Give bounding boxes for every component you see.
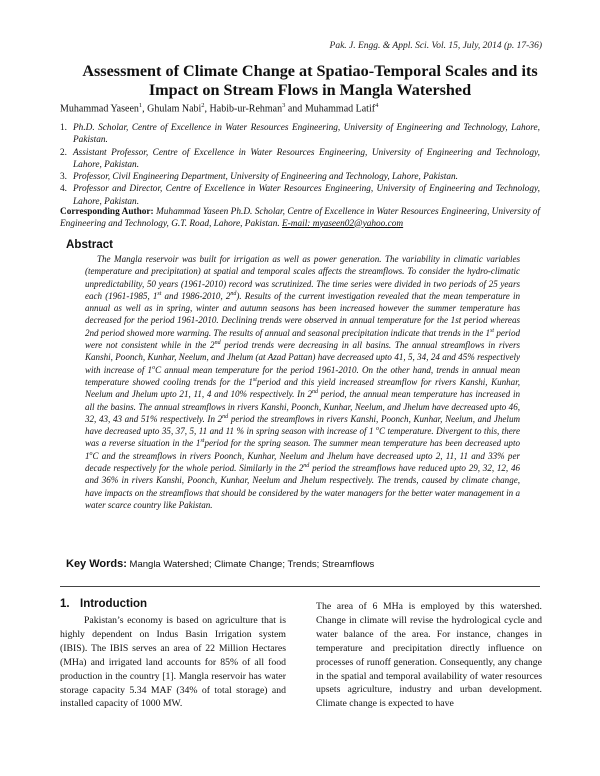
- abstract-text: period the streamflows in rivers Kanshi, Poonch, Kunhar, Neelum, and Jhelum have decreased upto 35, 37, 5, 11 and 11 % in spring season with increase of 1: [85, 413, 521, 437]
- section-title: Introduction: [80, 598, 148, 610]
- body-paragraph: Pakistan’s economy is based on agriculture that is highly dependent on Indus Basin Irrigation system (IBIS). The IBIS serves an area of 22 Million Hectares (MHa) and irrigated land accounts for 85% of all food production in the country [1]. Mangla reservoir has water storage capacity 5.34 MAF (34% of total storage) and installed capacity of 1000 MW.: [60, 615, 286, 710]
- affiliation-number: 4.: [60, 184, 67, 195]
- abstract-text: and 1986-2010, 2: [161, 290, 231, 301]
- keywords: [66, 558, 374, 570]
- abstract-text: period, the annual mean temperature has increased in all the basins. The annual streamflows in rivers Kanshi, Poonch, Kunhar, Neelum, and Jhelum have decreased upto 46, 32, 43, 43 and 51% respectively. In 2: [85, 389, 520, 424]
- affiliation-number: 2.: [60, 147, 67, 158]
- author-separator: ,: [142, 103, 148, 115]
- abstract-paragraph: [85, 253, 520, 511]
- author-name: Habib-ur-Rehman: [209, 103, 283, 115]
- author-affiliation-mark: 2: [201, 102, 205, 109]
- section-number: 1.: [60, 598, 70, 610]
- affiliation-number: 3.: [60, 172, 67, 183]
- keywords-label: Key Words:: [66, 558, 127, 570]
- abstract-superscript: st: [157, 290, 162, 297]
- abstract-superscript: nd: [312, 389, 318, 396]
- abstract-superscript: nd: [222, 413, 229, 420]
- affiliation-item: [60, 171, 540, 183]
- author-separator: and: [285, 103, 305, 115]
- abstract-text: C temperature. Divergent to this, there was a reverse situation in the 1: [85, 426, 520, 449]
- abstract-text: period trends were decreasing in all basins. The annual streamflows in rivers Kanshi, Poonch, Kunhar, Neelum, and Jhelum (at Azad Pattan) have decreased upto 41, 5, 34, 24 and 45% respectively with increase of 1: [85, 340, 520, 375]
- introduction-heading: [60, 598, 147, 610]
- abstract-text: C and the streamflows in rivers Poonch, Kunhar, Neelum and Jhelum have decreased upto 2, 11, 11 and 33% per decade respectively for the whole period. Similarly in the 2: [85, 450, 520, 474]
- abstract-superscript: o: [89, 450, 93, 457]
- affiliation-number: 1.: [60, 123, 67, 133]
- abstract-text: period and this yield increased streamflow for rivers Kanshi, Kunhar, Neelum and Jhelum upto 21, 11, 4 and 10% respectively. In 2: [85, 376, 520, 400]
- author-affiliation-mark: 1: [138, 102, 143, 109]
- affiliation-item: [60, 183, 540, 208]
- abstract-superscript: st: [200, 438, 205, 445]
- author-name: Ghulam Nabi: [147, 103, 202, 115]
- abstract-text: The Mangla reservoir was built for irrigation as well as power generation. The variability in climatic variables (temperature and precipitation) at spatial and temporal scales affects the streamflows. To consider the hydro-climatic unpredictability, 50 years (1961-2010) record was scrutinized. The time series were divided in two periods of 25 years each (1961-1985, 1: [85, 254, 520, 301]
- author-separator: ,: [204, 103, 210, 115]
- abstract-superscript: o: [376, 426, 379, 433]
- corresponding-author-details: Muhammad Yaseen Ph.D. Scholar, Centre of Excellence in Water Resources Engineering, University of Engineering and Technology, G.T. Road, Lahore, Pakistan.: [60, 207, 540, 229]
- affiliation-text: Ph.D. Scholar, Centre of Excellence in Water Resources Engineering, University of Engineering and Technology, Lahore, Pakistan.: [73, 123, 540, 146]
- corresponding-author: [60, 207, 540, 230]
- author-name: Muhammad Yaseen: [60, 103, 139, 115]
- abstract-superscript: nd: [230, 290, 237, 297]
- abstract-heading: Abstract: [66, 238, 114, 251]
- affiliation-text: Assistant Professor, Centre of Excellence in Water Resources Engineering, University of Engineering and Technology, Lahore, Pakistan.: [73, 147, 540, 170]
- abstract-text: period were not consistent while in the 2: [85, 327, 520, 351]
- abstract-superscript: nd: [214, 340, 221, 347]
- body-paragraph: The area of 6 MHa is employed by this watershed. Change in climate will revise the hydrological cycle and water balance of the area. For instance, changes in temperature and precipitation directly influence on processes of runoff generation. Consequently, any change in the spatial and temporal availability of water resources upsets agriculture, industry and urban development. Climate change is expected to have: [316, 601, 542, 710]
- paper-title: Assessment of Climate Change at Spatiao-Temporal Scales and its Impact on Stream Flows in Mangla Watershed: [82, 62, 538, 99]
- email-link[interactable]: myaseen02@yahoo.com: [310, 218, 404, 229]
- abstract-superscript: st: [252, 376, 257, 383]
- author-affiliation-mark: 3: [282, 102, 286, 109]
- body-column-left: [60, 614, 286, 711]
- abstract-superscript: st: [490, 327, 495, 334]
- abstract-superscript: o: [152, 364, 156, 371]
- corresponding-author-colon: :: [150, 207, 157, 217]
- affiliation-list: [60, 122, 540, 208]
- abstract-body: [85, 253, 520, 511]
- section-divider: [60, 586, 540, 587]
- abstract-text: ). Results of the current investigation revealed that the mean temperature in annual as well as in spring, winter and autumn seasons has been increased however the summer temperature has decreased for the period 1961-2010. Declining trends were observed in annual temperature for the 1st period whereas 2nd period showed more warming. The results of annual and seasonal precipitation indicate that trends in the 1: [85, 290, 520, 338]
- body-column-right: [316, 600, 542, 711]
- abstract-superscript: nd: [303, 463, 310, 470]
- affiliation-text: Professor, Civil Engineering Department, University of Engineering and Technology, Lahore, Pakistan.: [73, 172, 459, 183]
- author-affiliation-mark: 4: [375, 102, 379, 109]
- abstract-text: C annual mean temperature for the period 1961-2010. On the other hand, trends in annual mean temperature showed cooling trends for the 1: [85, 364, 520, 387]
- affiliation-item: [60, 147, 540, 172]
- affiliation-item: [60, 122, 540, 147]
- abstract-text: period the streamflows have reduced upto 29, 32, 12, 46 and 36% in rivers Kanshi, Poonch, Kunhar, Neelum and Jhelum respectively. The trends, caused by climate change, have impacts on the streamflows that should be considered by the water managers for the better water management in a water scarce country like Pakistan.: [85, 463, 520, 510]
- author-list: [60, 102, 378, 114]
- affiliation-text: Professor and Director, Centre of Excellence in Water Resources Engineering, University of Engineering and Technology, Lahore, Pakistan.: [73, 184, 540, 207]
- corresponding-author-label: Corresponding Author: [60, 207, 151, 217]
- keywords-text: Mangla Watershed; Climate Change; Trends; Streamflows: [126, 559, 375, 570]
- author-name: Muhammad Latif: [304, 103, 376, 115]
- journal-reference: Pak. J. Engg. & Appl. Sci. Vol. 15, July, 2014 (p. 17-36): [329, 41, 542, 51]
- email-label: E-mail:: [282, 218, 311, 229]
- abstract-text: period for the spring season. The summer mean temperature has been decreased upto 1: [85, 438, 520, 461]
